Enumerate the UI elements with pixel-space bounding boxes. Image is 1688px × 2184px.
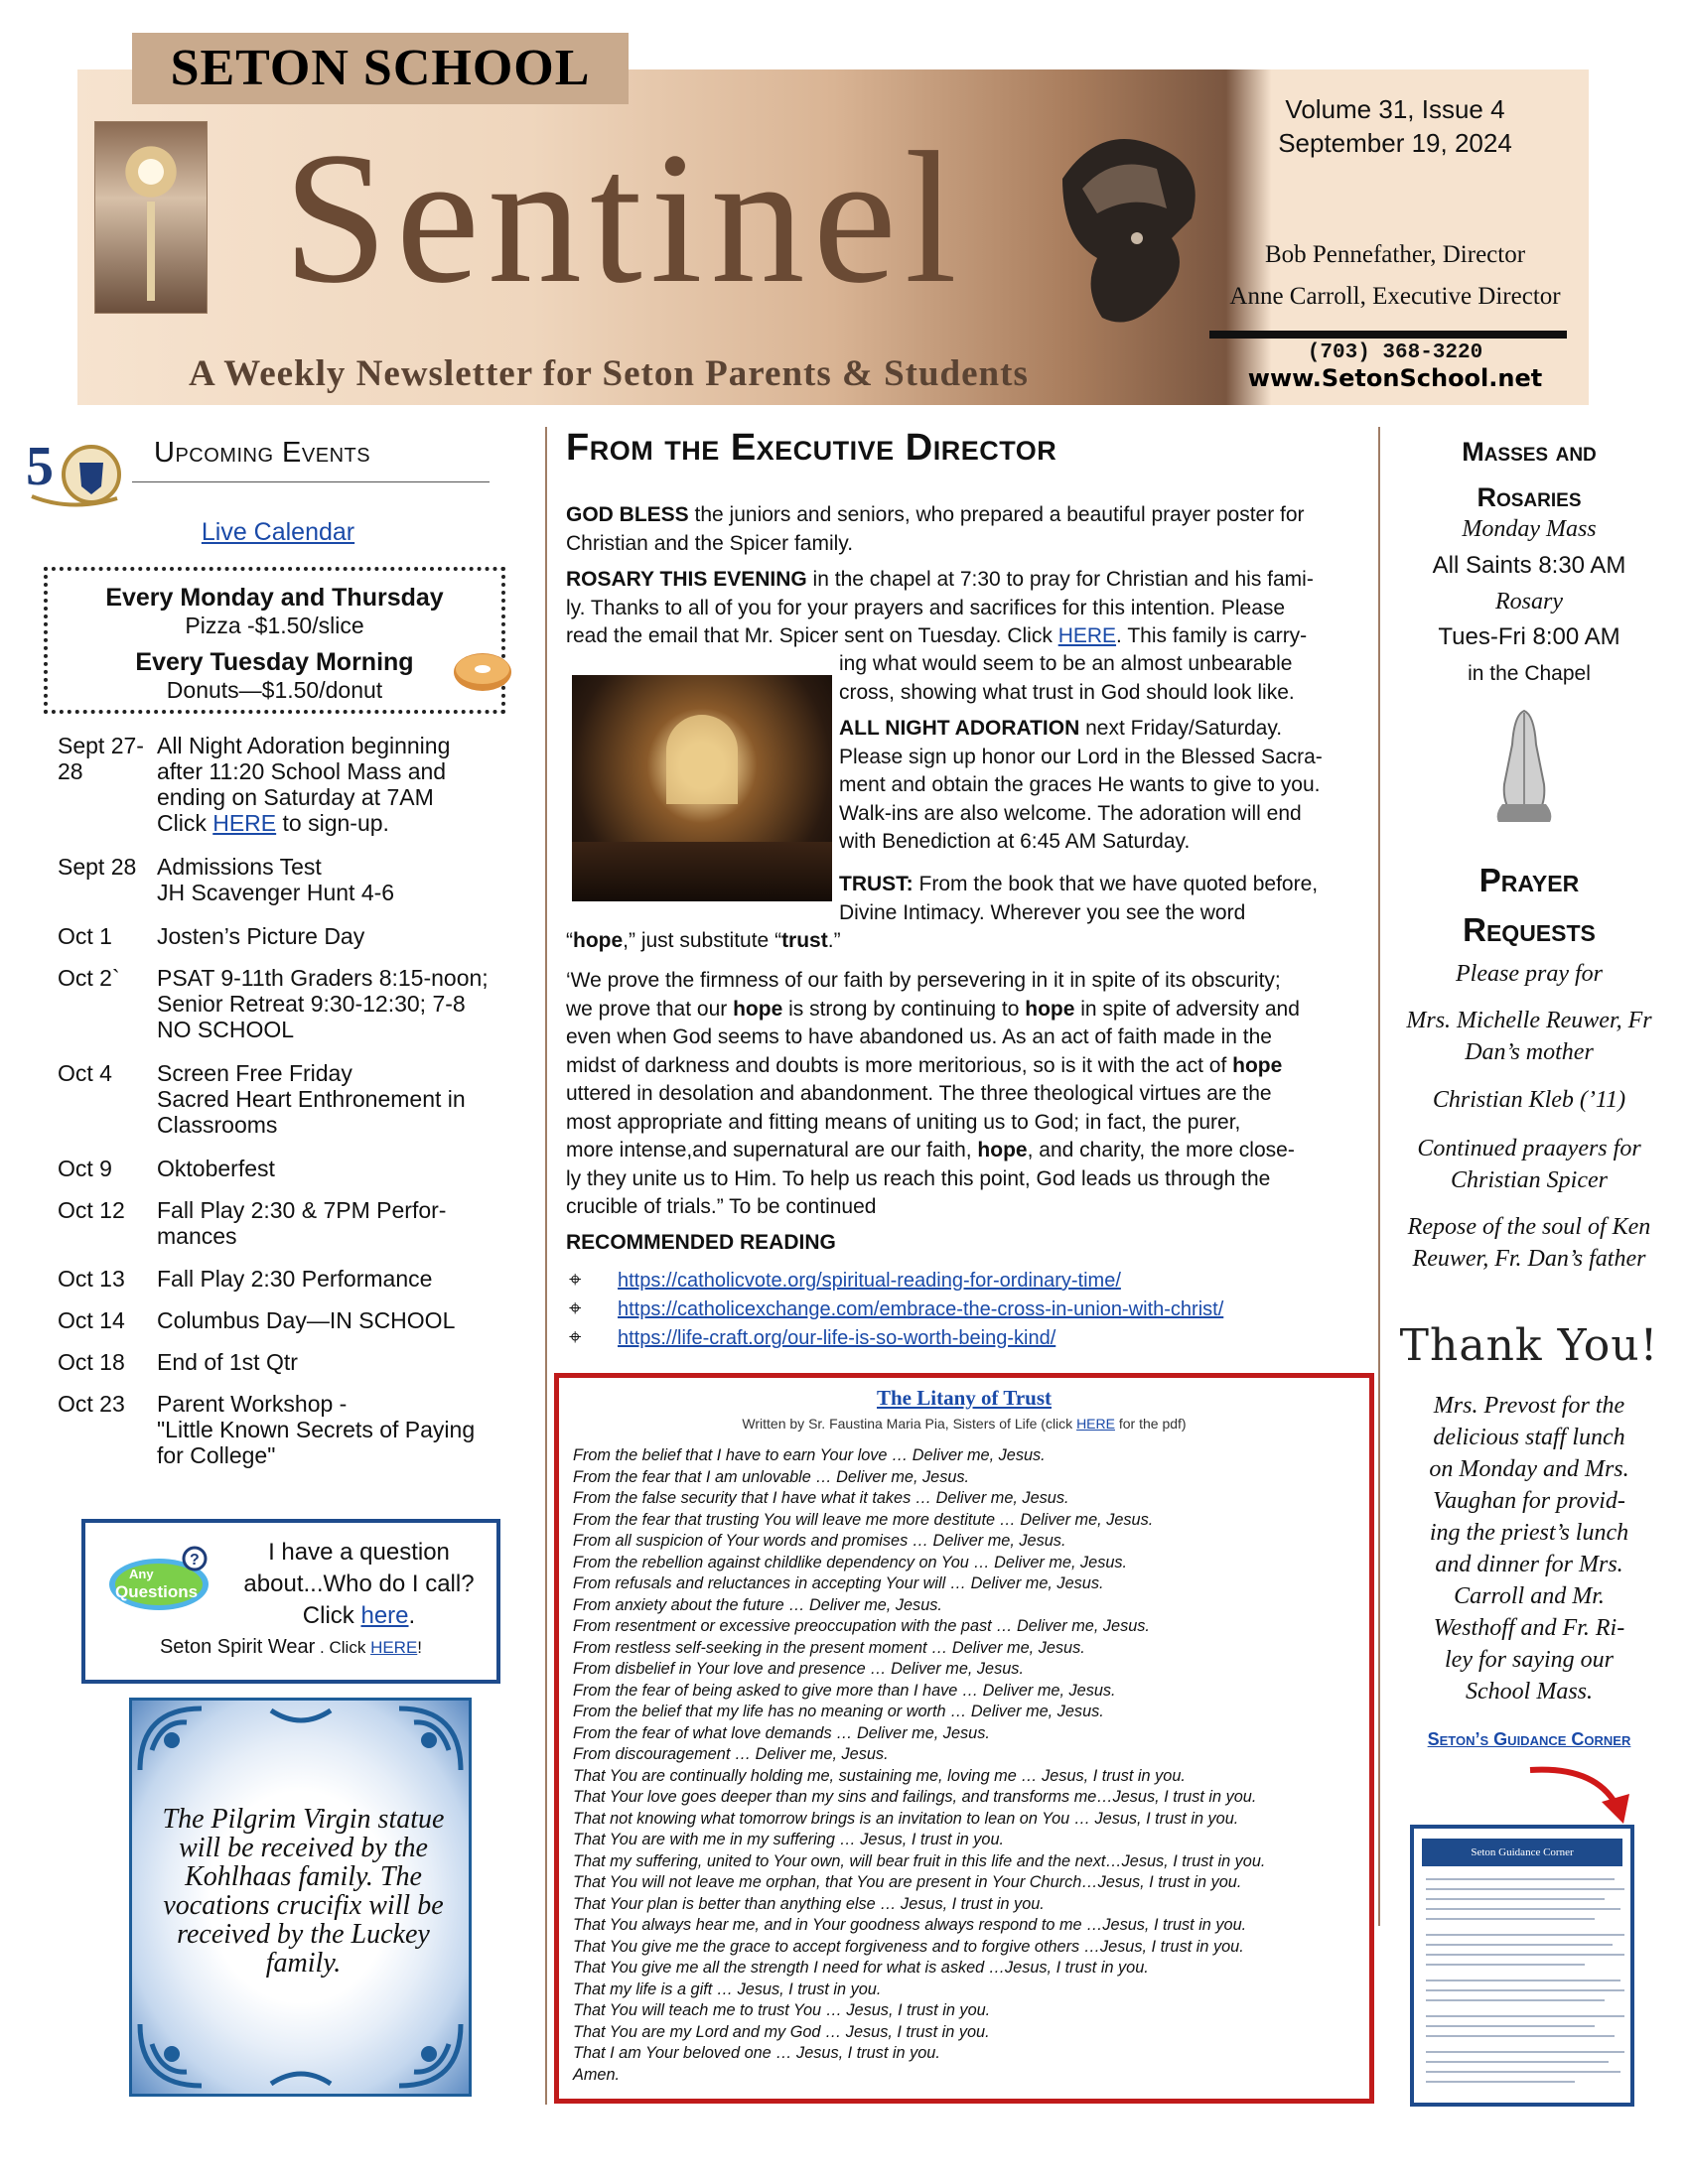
event-line: Fall Play 2:30 Performance: [157, 1266, 433, 1292]
newsletter-title: Sentinel: [283, 114, 965, 323]
special-text-2: Donuts—$1.50/donut: [166, 677, 383, 703]
event-date: Oct 9: [58, 1156, 112, 1181]
event-date: Sept 28: [58, 854, 137, 880]
guidance-corner-link[interactable]: Seton’s Guidance Corner: [1427, 1729, 1631, 1749]
spicer-email-link[interactable]: HERE: [1057, 624, 1117, 647]
litany-line: Amen.: [573, 2065, 621, 2084]
litany-line: That I am Your beloved one … Jesus, I trust in you.: [573, 2044, 940, 2062]
svg-text:?: ?: [190, 1552, 200, 1569]
paragraph-adoration: ALL NIGHT ADORATION next Friday/Saturday. Please sign up honor our Lord in the Blessed Sacra- ment and obtain the graces He wants to give to you. Walk-ins are also welcome. The adoration will end with Benediction at 6:45 AM Saturday.: [839, 717, 1323, 853]
litany-line: That You are my Lord and my God … Jesus, I trust in you.: [573, 2022, 990, 2041]
trust-substitution-line: “hope,” just substitute “trust.”: [566, 929, 841, 952]
spirit-wear-link[interactable]: HERE: [370, 1638, 418, 1657]
thank-you-heading: Thank You!: [1399, 1320, 1659, 1371]
litany-line: That You give me all the strength I need for what is asked …Jesus, I trust in you.: [573, 1959, 1149, 1977]
paragraph-god-bless: GOD BLESS the juniors and seniors, who prepared a beautiful prayer poster for Christian and the Spicer family.: [566, 503, 1305, 555]
quote-emphasis: hope: [1232, 1053, 1283, 1077]
thank-you-line: Carroll and Mr.: [1454, 1583, 1605, 1609]
litany-line: That You always hear me, and in Your goodness always respond to me …Jesus, I trust in you.: [573, 1916, 1247, 1934]
event-line: Oktoberfest: [157, 1156, 275, 1181]
exec-director-name: Anne Carroll, Executive Director: [1229, 283, 1561, 310]
paragraph-rosary-cont: ing what would seem to be an almost unbearable cross, showing what trust in God should look like.: [839, 652, 1295, 704]
live-calendar-link[interactable]: Live Calendar: [201, 518, 355, 546]
thank-you-line: ley for saying our: [1445, 1647, 1614, 1673]
quote-line: even when God seems to have abandoned us. As an act of faith made in the: [566, 1025, 1272, 1048]
litany-line: From the belief that I have to earn Your love … Deliver me, Jesus.: [573, 1446, 1046, 1464]
event-line: PSAT 9-11th Graders 8:15-noon;: [157, 965, 489, 991]
litany-line: That You give me the grace to accept forgiveness and to forgive others …Jesus, I trust in you.: [573, 1937, 1244, 1956]
quote-line: ‘We prove the firmness of our faith by persevering in it in spite of its obscurity;: [566, 969, 1281, 992]
director-name: Bob Pennefather, Director: [1264, 241, 1526, 268]
guidance-thumbnail-title: Seton Guidance Corner: [1422, 1839, 1622, 1866]
litany-line: From the fear that I am unlovable … Deliver me, Jesus.: [573, 1467, 970, 1486]
event-item: [58, 1060, 524, 1138]
school-website[interactable]: www.SetonSchool.net: [1247, 364, 1543, 392]
event-item: [58, 1197, 524, 1249]
event-date: Oct 12: [58, 1197, 125, 1223]
event-line: Senior Retreat 9:30-12:30; 7-8: [157, 991, 466, 1017]
litany-line: That Your plan is better than anything else … Jesus, I trust in you.: [573, 1894, 1045, 1913]
recommended-link-2[interactable]: https://catholicexchange.com/embrace-the-cross-in-union-with-christ/: [618, 1298, 1224, 1320]
masses-rosaries-heading: Masses and Rosaries: [1462, 437, 1597, 512]
thank-you-line: and dinner for Mrs.: [1435, 1552, 1623, 1577]
event-date: Oct 14: [58, 1307, 125, 1333]
litany-line: That not knowing what tomorrow brings is an invitation to lean on You … Jesus, I trust in you.: [573, 1809, 1239, 1828]
event-line: Admissions Test: [157, 854, 322, 880]
event-line: Screen Free Friday: [157, 1060, 352, 1086]
thank-you-line: School Mass.: [1466, 1679, 1593, 1705]
spirit-wear-label: Seton Spirit Wear: [159, 1636, 316, 1658]
icon-label-questions: Questions: [115, 1582, 199, 1601]
event-item: [58, 965, 524, 1042]
litany-line: From the belief that my life has no meaning or worth … Deliver me, Jesus.: [573, 1703, 1104, 1720]
thank-you-line: on Monday and Mrs.: [1429, 1456, 1629, 1482]
litany-line: That my life is a gift … Jesus, I trust in you.: [573, 1979, 882, 1998]
litany-line: That You are continually holding me, sustaining me, loving me … Jesus, I trust in you.: [573, 1766, 1186, 1785]
special-text-1: Pizza -$1.50/slice: [185, 613, 364, 638]
litany-line: From the false security that I have what it takes … Deliver me, Jesus.: [573, 1489, 1069, 1507]
event-item: [58, 1156, 524, 1181]
thank-you-line: delicious staff lunch: [1433, 1425, 1625, 1450]
recommended-link-1[interactable]: https://catholicvote.org/spiritual-reading-for-ordinary-time/: [618, 1270, 1121, 1292]
event-line: Classrooms: [157, 1112, 278, 1138]
litany-line: From the fear that trusting You will leave me more destitute … Deliver me, Jesus.: [573, 1510, 1154, 1529]
chapel-adoration-photo: [572, 675, 832, 901]
litany-of-trust-box: [554, 1373, 1374, 2104]
litany-line: From the fear of being asked to give more than I have … Deliver me, Jesus.: [573, 1681, 1116, 1700]
quote-emphasis: hope: [1025, 997, 1075, 1021]
rosary-label: Rosary: [1495, 589, 1563, 614]
event-date: Oct 18: [58, 1349, 125, 1375]
quote-line: crucible of trials.” To be continued: [566, 1195, 877, 1218]
prayer-request-item: Repose of the soul of Ken Reuwer, Fr. Dan’s father: [1407, 1214, 1651, 1272]
litany-line: From restless self-seeking in the present moment … Deliver me, Jesus.: [573, 1638, 1085, 1657]
event-item: [58, 1307, 524, 1333]
bullet-icon: ⌖: [569, 1324, 582, 1349]
quote-line: midst of darkness and doubts is more meritorious, so is it with the act of hope: [566, 1053, 1283, 1077]
event-item: [58, 923, 524, 949]
svg-text:5: 5: [26, 436, 54, 497]
quote-emphasis: hope: [977, 1139, 1028, 1161]
guidance-corner-thumbnail[interactable]: [1410, 1825, 1634, 2107]
event-item: [58, 854, 524, 905]
event-text: All Night Adoration beginning after 11:20 School Mass and ending on Saturday at 7AM Click HERE to sign-up.: [157, 733, 451, 836]
question-here-link[interactable]: here: [360, 1602, 409, 1629]
litany-line: That You will teach me to trust You … Jesus, I trust in you.: [573, 2001, 991, 2019]
event-item: [58, 1349, 524, 1375]
heading-rule: [132, 481, 490, 482]
litany-line: That Your love goes deeper than my sins and failings, and transforms me…Jesus, I trust in you.: [573, 1788, 1257, 1806]
recommended-reading-heading: RECOMMENDED READING: [566, 1231, 836, 1254]
knight-emblem-icon: [1043, 119, 1211, 347]
event-date: Oct 2`: [58, 965, 120, 991]
litany-line: That You are with me in my suffering … Jesus, I trust in you.: [573, 1831, 1005, 1848]
litany-title[interactable]: The Litany of Trust: [877, 1386, 1052, 1410]
monstrance-photo: [94, 121, 208, 314]
please-pray-label: Please pray for: [1456, 961, 1603, 987]
litany-line: From resentment or excessive preoccupation with the past … Deliver me, Jesus.: [573, 1617, 1150, 1635]
litany-byline: Written by Sr. Faustina Maria Pia, Sisters of Life (click HERE for the pdf): [742, 1416, 1187, 1432]
prayer-request-item: Continued praayers for Christian Spicer: [1417, 1136, 1641, 1193]
event-line: NO SCHOOL: [157, 1017, 295, 1042]
litany-lines: [573, 1445, 1367, 2086]
rosary-time: Tues-Fri 8:00 AM: [1438, 623, 1620, 650]
event-date: Oct 13: [58, 1266, 125, 1292]
quote-line: more intense,and supernatural are our faith, hope, and charity, the more close-: [566, 1139, 1295, 1161]
school-name: SETON SCHOOL: [132, 33, 629, 104]
litany-line: From disbelief in Your love and presence … Deliver me, Jesus.: [573, 1660, 1024, 1678]
red-arrow-icon: [1524, 1762, 1643, 1827]
event-date: Oct 4: [58, 1060, 112, 1086]
quote-line: we prove that our hope is strong by continuing to hope in spite of adversity and: [566, 997, 1300, 1021]
issue-info: [1216, 92, 1574, 160]
bullet-icon: ⌖: [569, 1267, 582, 1292]
issue-date: September 19, 2024: [1278, 128, 1512, 158]
thank-you-line: Westhoff and Fr. Ri-: [1433, 1615, 1625, 1641]
divine-intimacy-quote: [566, 967, 1375, 1222]
fiftieth-anniversary-logo: [22, 435, 123, 516]
litany-line: From the rebellion against childlike dependency on You … Deliver me, Jesus.: [573, 1553, 1128, 1571]
executive-director-heading: From the Executive Director: [566, 427, 1057, 469]
any-questions-icon: [107, 1545, 212, 1614]
event-date: Sept 27-28: [58, 733, 144, 784]
spirit-wear-text: [85, 1636, 496, 1659]
weekly-specials-box: [44, 567, 505, 714]
event-item: [58, 1391, 524, 1468]
litany-line: From the fear of what love demands … Deliver me, Jesus.: [573, 1723, 990, 1742]
thank-you-line: Mrs. Prevost for the: [1433, 1393, 1625, 1419]
chapel-location: in the Chapel: [1468, 662, 1591, 685]
adoration-signup-link[interactable]: HERE: [212, 810, 277, 836]
spirit-post: !: [417, 1638, 423, 1657]
event-item: [58, 733, 524, 836]
all-saints-time: All Saints 8:30 AM: [1432, 552, 1626, 579]
thank-you-text: [1390, 1390, 1668, 1707]
event-line: Fall Play 2:30 & 7PM Perfor-: [157, 1197, 447, 1223]
event-line: Parent Workshop -: [157, 1391, 348, 1417]
paragraph-trust: TRUST: From the book that we have quoted before, Divine Intimacy. Wherever you see the word: [839, 873, 1319, 924]
quote-line: uttered in desolation and abandonment. The three theological virtues are the: [566, 1082, 1272, 1105]
thank-you-line: ing the priest’s lunch: [1429, 1520, 1629, 1546]
quote-line: ly they unite us to Him. To help us reach this point, God leads us through the: [566, 1166, 1271, 1190]
monday-mass-label: Monday Mass: [1462, 516, 1597, 542]
pilgrim-virgin-text: The Pilgrim Virgin statue will be received by the Kohlhaas family. The vocations crucifix will be received by the Luckey family.: [162, 1804, 445, 1979]
litany-line: From discouragement … Deliver me, Jesus.: [573, 1745, 889, 1763]
volume-issue: Volume 31, Issue 4: [1285, 94, 1505, 124]
prayer-request-item: Christian Kleb (’11): [1432, 1087, 1626, 1113]
masthead-divider: [1209, 331, 1567, 339]
prayer-request-item: Mrs. Michelle Reuwer, Fr Dan’s mother: [1406, 1008, 1652, 1065]
special-heading-2: Every Tuesday Morning: [135, 648, 414, 676]
litany-line: From refusals and reluctances in accepting Your will … Deliver me, Jesus.: [573, 1574, 1104, 1592]
special-heading-1: Every Monday and Thursday: [105, 584, 444, 612]
event-line: Columbus Day—IN SCHOOL: [157, 1307, 456, 1333]
spirit-click: . Click: [315, 1638, 371, 1657]
donut-icon: [452, 645, 513, 693]
newsletter-subtitle: A Weekly Newsletter for Seton Parents & Students: [189, 353, 1029, 394]
column-divider-left: [545, 427, 547, 2105]
event-line: End of 1st Qtr: [157, 1349, 298, 1375]
recommended-link-3[interactable]: https://life-craft.org/our-life-is-so-worth-being-kind/: [618, 1327, 1056, 1349]
event-line: for College": [157, 1442, 276, 1468]
icon-label-any: Any: [129, 1567, 154, 1581]
litany-line: From anxiety about the future … Deliver me, Jesus.: [573, 1595, 942, 1614]
litany-line: That You will not leave me orphan, that You are present in Your Church…Jesus, I trust in you.: [573, 1873, 1242, 1891]
litany-pdf-link[interactable]: HERE: [1076, 1416, 1115, 1432]
litany-line: That my suffering, united to Your own, will bear fruit in this life and the next…Jesus, I trust in you.: [573, 1851, 1266, 1870]
thank-you-line: Vaughan for provid-: [1433, 1488, 1625, 1514]
quote-emphasis: hope: [733, 997, 783, 1021]
question-box: [81, 1519, 500, 1684]
litany-line: From all suspicion of Your words and promises … Deliver me, Jesus.: [573, 1532, 1066, 1550]
school-phone: (703) 368-3220: [1307, 341, 1483, 364]
event-line: Sacred Heart Enthronement in: [157, 1086, 466, 1112]
event-date: Oct 23: [58, 1391, 125, 1417]
prayer-requests-heading: Prayer Requests: [1463, 862, 1596, 948]
paragraph-rosary: ROSARY THIS EVENING in the chapel at 7:30 to pray for Christian and his fami- ly. Thanks to all of you for your prayers and sacrifices for this intention. Please read the email that Mr. Spicer sent on Tuesday. Click HERE. This family is carry-: [566, 568, 1314, 647]
event-date: Oct 1: [58, 923, 112, 949]
event-line: Josten’s Picture Day: [157, 923, 365, 949]
event-line: mances: [157, 1223, 237, 1249]
staff-list: [1216, 234, 1574, 318]
bullet-icon: ⌖: [569, 1296, 582, 1320]
event-item: [58, 1266, 524, 1292]
question-text: I have a question about...Who do I call? Click here.: [243, 1539, 475, 1629]
praying-hands-icon: [1484, 705, 1564, 824]
pilgrim-virgin-box: [129, 1698, 472, 2097]
quote-line: most appropriate and fitting means of uniting us to God; in fact, the purer,: [566, 1110, 1241, 1134]
event-line: "Little Known Secrets of Paying: [157, 1417, 476, 1442]
event-line: JH Scavenger Hunt 4-6: [157, 880, 395, 905]
upcoming-events-heading: Upcoming Events: [154, 437, 371, 469]
